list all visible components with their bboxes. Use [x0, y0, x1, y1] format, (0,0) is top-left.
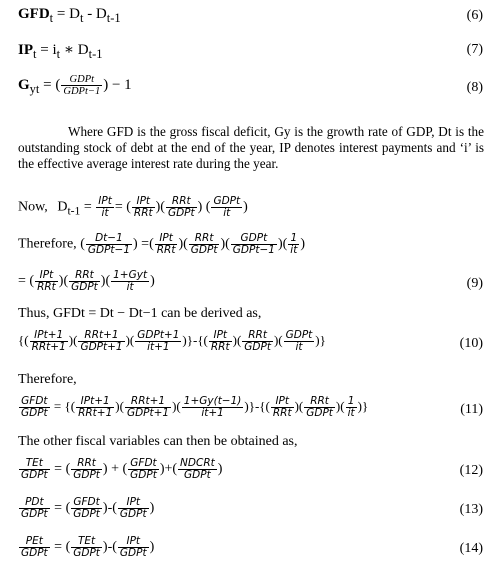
equation-number-11: (11) — [460, 402, 483, 417]
therefore-line: Therefore, — [18, 372, 77, 387]
equation-number-12: (12) — [459, 463, 483, 478]
thus-line: Thus, GFDt = Dt − Dt−1 can be derived as, — [18, 306, 262, 321]
equation-14: $\frac{\text{PEt}}{\text{GDPt}}$ = ( $\frac{\text{TEt}}{\text{GDPt}}$ )-( $\frac{\text{IPt}}{\text{GDPt}}$ ) — [21, 535, 155, 559]
equation-number-14: (14) — [459, 541, 483, 556]
equation-11: $\frac{\text{GFDt}}{\text{GDPt}}$ = {( $\frac{\text{IPt+1}}{\text{RRt+1}}$ )( $\frac{\text{RRt+1}}{\text{GDPt+1}}$ )( $\frac{1+Gy(t-1)}{it+1}$ )}-{( $\frac{\text{IPt}}{\text{RRt}}$ )( $\frac{\text{RRt}}{\text{GDPt}}$ )( $\frac{1}{it}$ )} — [21, 395, 369, 419]
equation-number-13: (13) — [459, 502, 483, 517]
equation-13: $\frac{\text{PDt}}{\text{GDPt}}$ = ( $\frac{\text{GFDt}}{\text{GDPt}}$ )-( $\frac{\text{IPt}}{\text{GDPt}}$ ) — [21, 496, 155, 520]
equation-number-8: (8) — [466, 80, 483, 95]
equation-number-10: (10) — [459, 336, 483, 351]
equation-7: $IP_t = i_t$ ∗ $D_{t-1}$ — [18, 42, 103, 61]
other-variables-line: The other fiscal variables can then be obtained as, — [18, 434, 298, 449]
equation-10: {( $\frac{\text{IPt+1}}{\text{RRt+1}}$ )( $\frac{\text{RRt+1}}{\text{GDPt+1}}$ )( $\frac{\text{GDPt+1}}{it+1}$ )}-{( $\frac{\text{IPt}}{\text{RRt}}$ )( $\frac{\text{RRt}}{\text{GDPt}}$ )( $\frac{\text{GDPt}}{it}$ )} — [18, 329, 326, 353]
definitions-paragraph: Where GFD is the gross fiscal deficit, Gy is the growth rate of GDP, Dt is the outstanding stock of debt at the end of the year, IP denotes interest payments and ‘i’ is the effective average interest rate during the year. — [18, 124, 484, 171]
equation-number-9: (9) — [466, 276, 483, 291]
equation-9: = ( $\frac{\text{IPt}}{\text{RRt}}$ )( $\frac{\text{RRt}}{\text{GDPt}}$ )( $\frac{\text{1+Gyt}}{it}$ ) — [18, 269, 155, 293]
equation-6: $GFD_t = D_t - D_{t-1}$ — [18, 6, 121, 25]
equation-8: $G_{yt}$ = ( $\frac{\text{GDPt}}{\text{GDPt−1}}$ ) − 1 — [18, 74, 132, 97]
equation-12: $\frac{\text{TEt}}{\text{GDPt}}$ = ( $\frac{\text{RRt}}{\text{GDPt}}$ ) + ( $\frac{\text{GFDt}}{\text{GDPt}}$ )+( $\frac{\text{NDCRt}}{\text{GDPt}}$ ) — [21, 457, 223, 481]
equation-therefore: Therefore, ( $\frac{Dt-1}{\text{GDPt−1}}$ ) =( $\frac{\text{IPt}}{\text{RRt}}$ )( $\frac{\text{RRt}}{\text{GDPt}}$ )( $\frac{\text{GDPt}}{\text{GDPt−1}}$ )( $\frac{1}{it}$ ) — [18, 232, 305, 256]
equation-number-6: (6) — [466, 8, 483, 23]
equation-now: Now, $D_{t-1}$ = $\frac{\text{IPt}}{it}$ = ( $\frac{\text{IPt}}{\text{RRt}}$ )( $\frac{\text{RRt}}{\text{GDPt}}$ ) ( $\frac{\text{GDPt}}{it}$ ) — [18, 195, 248, 219]
equation-number-7: (7) — [466, 42, 483, 57]
